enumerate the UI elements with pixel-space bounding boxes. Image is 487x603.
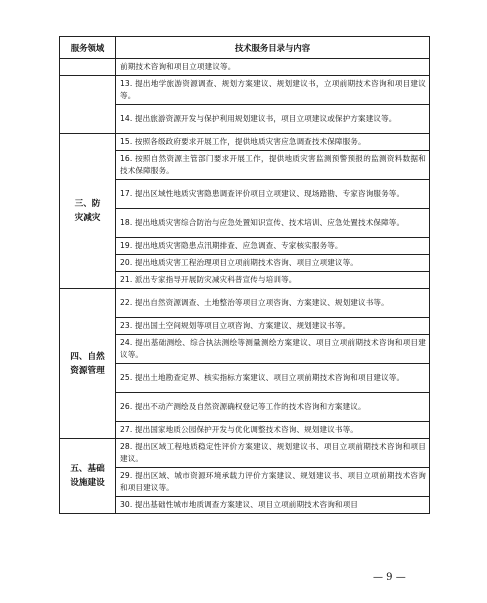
table-row: [60, 335, 430, 364]
category-cell: [60, 134, 116, 289]
table-row: [60, 439, 430, 468]
category-label-line: 三、防: [74, 199, 101, 209]
table-row: [60, 209, 430, 238]
category-cell: [60, 76, 116, 134]
table-row: [60, 364, 430, 393]
table-row: [60, 497, 430, 514]
table-row: [60, 272, 430, 289]
service-item: 30. 提出基础性城市地质调查方案建议、项目立项前期技术咨询和项目: [116, 497, 430, 514]
service-item: 17. 提出区域性地质灾害隐患调查评价项目立项建议、现场踏勘、专家咨询服务等。: [116, 180, 430, 209]
service-item: 16. 按照自然资源主管部门要求开展工作，提供地质灾害监测预警预报的监测资料数据和技术保障服务。: [116, 151, 430, 180]
service-item: 13. 提出地学旅游资源调查、规划方案建议、规划建议书，立项前期技术咨询和项目建议等。: [116, 76, 430, 105]
service-item: 25. 提出土地勘查定界、核实指标方案建议、项目立项前期技术咨询和项目建议等。: [116, 364, 430, 393]
category-label-line: 资源管理: [70, 365, 105, 376]
table-row: [60, 422, 430, 439]
table-row: [60, 180, 430, 209]
category-cell: [60, 59, 116, 76]
table-row: [60, 134, 430, 151]
service-item: 20. 提出地质灾害工程治理项目立项前期技术咨询、项目立项建议等。: [116, 255, 430, 272]
header-service-field: 服务领域: [60, 37, 116, 59]
table-row: [60, 76, 430, 105]
service-catalog-table: [59, 36, 430, 514]
table-row: [60, 255, 430, 272]
service-item: 前期技术咨询和项目立项建议等。: [116, 59, 430, 76]
table-row: [60, 468, 430, 497]
table-row: [60, 393, 430, 422]
table-row: [60, 238, 430, 255]
service-item: 24. 提出基础测绘、综合执法测绘等测量测绘方案建议、项目立项前期技术咨询和项目建议等。: [116, 335, 430, 364]
service-item: 22. 提出自然资源调查、土地整治等项目立项咨询、方案建议、规划建议书等。: [116, 289, 430, 318]
service-item: 19. 提出地质灾害隐患点汛期排查、应急调查、专家核实服务等。: [116, 238, 430, 255]
category-label-line: 五、基础: [70, 464, 105, 474]
table-row: [60, 151, 430, 180]
service-item: 29. 提出区域、城市资源环境承载力评价方案建议、规划建议书、项目立项前期技术咨询和项目建议等。: [116, 468, 430, 497]
table-row: [60, 105, 430, 134]
service-item: 14. 提出旅游资源开发与保护利用规划建议书，项目立项建议或保护方案建议等。: [116, 105, 430, 134]
service-item: 27. 提出国家地质公园保护开发与优化调整技术咨询、规划建议书等。: [116, 422, 430, 439]
service-item: 28. 提出区域工程地质稳定性评价方案建议、规划建议书、项目立项前期技术咨询和项目建议。: [116, 439, 430, 468]
page-number: — 9 —: [373, 572, 406, 583]
service-item: 23. 提出国土空间规划等项目立项咨询、方案建议、规划建议书等。: [116, 318, 430, 335]
service-item: 21. 派出专家指导开展防灾减灾科普宣传与培训等。: [116, 272, 430, 289]
service-item: 15. 按照各级政府要求开展工作，提供地质灾害应急调查技术保障服务。: [116, 134, 430, 151]
category-label-line: 四、自然: [70, 351, 105, 362]
service-item: 26. 提出不动产测绘及自然资源确权登记等工作的技术咨询和方案建议。: [116, 393, 430, 422]
table-header-row: [60, 37, 430, 59]
category-label-line: 设施建设: [70, 478, 105, 488]
header-catalog-content: 技术服务目录与内容: [116, 37, 430, 59]
category-cell: [60, 289, 116, 439]
table-row: [60, 59, 430, 76]
category-label-line: 灾减灾: [74, 213, 101, 223]
table-row: [60, 318, 430, 335]
table-row: [60, 289, 430, 318]
table-body: [60, 59, 430, 514]
category-cell: [60, 439, 116, 514]
service-item: 18. 提出地质灾害综合防治与应急处置知识宣传、技术培训、应急处置技术保障等。: [116, 209, 430, 238]
